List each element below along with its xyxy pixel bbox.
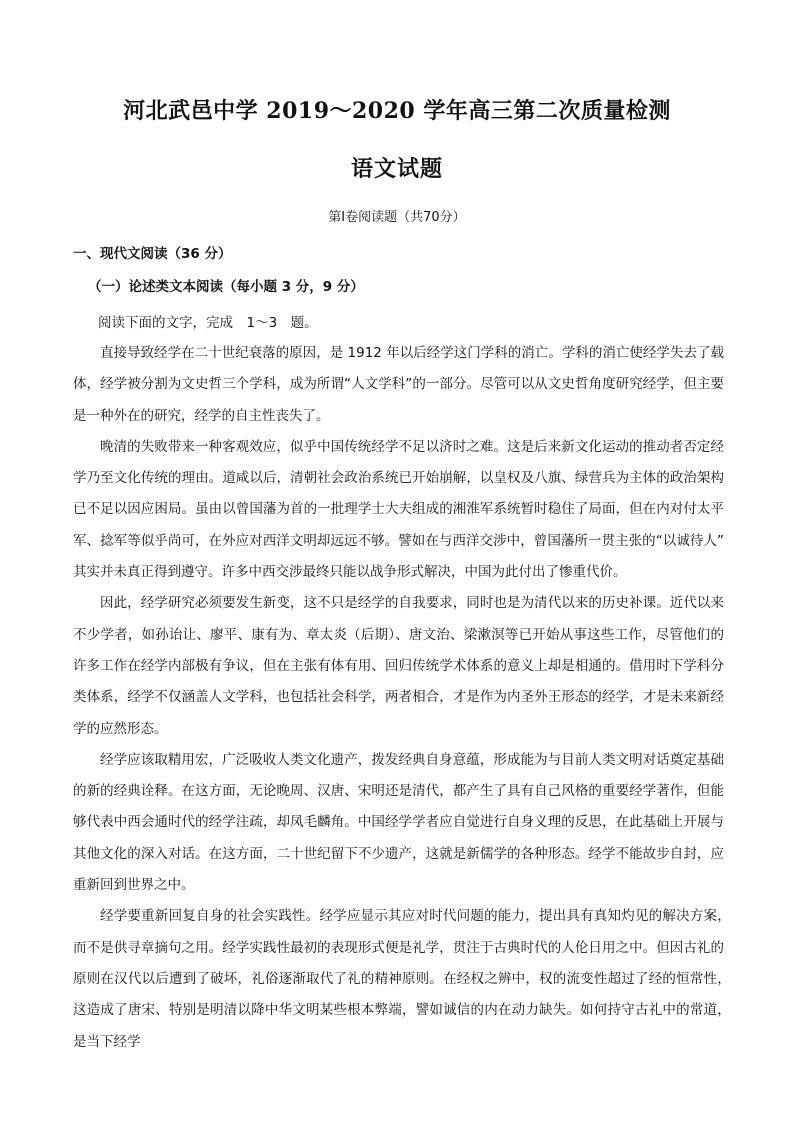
passage-paragraph: 经学应该取精用宏，广泛吸收人类文化遗产，拨发经典自身意蕴，形成能为与目前人类文明对话奠定基础的新的经典诠释。在这方面，无论晚周、汉唐、宋明还是清代，都产生了具有自己风格的重要经学著作，但能够代表中西会通时代的经学注疏，却凤毛麟角。中国经学学者应自觉进行自身义理的反思，在此基础上开展与其他文化的深入对话。在这方面，二十世纪留下不少遗产，这就是新儒学的各种形态。经学不能故步自封，应重新回到世界之中。 [73,751,724,894]
passage-paragraph: 经学要重新回复自身的社会实践性。经学应显示其应对时代问题的能力，提出具有真知灼见的解决方案， 而不是供寻章摘句之用。经学实践性最初的表现形式便是礼学，贯注于古典时代的人伦日用之中。但因古礼的原则在汉代以后遭到了破坏，礼俗逐渐取代了礼的精神原则。在经权之辨中，权的流变性超过了经的恒常性， 这造成了唐宋、特别是明清以降中华文明某些根本弊端，譬如诚信的内在动力缺失。如何持守古礼中的常道， 是当下经学 [73,908,738,1050]
exam-subtitle: 语文试题 [350,156,443,182]
passage-paragraph: 直接导致经学在二十世纪衰落的原因，是 1912 年以后经学这门学科的消亡。学科的消亡使经学失去了载体，经学被分割为文史哲三个学科，成为所谓“人文学科”的一部分。尽管可以从文史哲角度研究经学，但主要是一种外在的研究，经学的自主性丧失了。 [73,345,724,424]
subsection-heading: （一）论述类文本阅读（每小题 3 分，9 分） [88,279,364,295]
part-heading: 第I卷阅读题（共70分） [328,210,466,225]
reading-instruction: 阅读下面的文字，完成 1～3 题。 [98,315,318,331]
reading-passage [73,338,738,1058]
passage-paragraph: 晚清的失败带来一种客观效应，似乎中国传统经学不足以济时之难。这是后来新文化运动的推动者否定经学乃至文化传统的理由。道咸以后，清朝社会政治系统已开始崩解，以皇权及八旗、绿营兵为主体的政治架构已不足以因应困局。虽由以曾国藩为首的一批理学士大夫组成的湘淮军系统暂时稳住了局面，但在内对付太平军、捻军等似乎尚可，在外应对西洋文明却远远不够。譬如在与西洋交涉中，曾国藩所一贯主张的“以诚待人” 其实并未真正得到遵守。许多中西交涉最终只能以战争形式解决，中国为此付出了惨重代价。 [73,438,724,581]
section-heading: 一、现代文阅读（36 分） [73,246,232,262]
passage-paragraph: 因此，经学研究必须要发生新变，这不只是经学的自我要求，同时也是为清代以来的历史补课。近代以来不少学者，如孙诒让、廖平、康有为、章太炎（后期）、唐文治、梁漱溟等已开始从事这些工作，尽管他们的许多工作在经学内部极有争议，但在主张有体有用、回归传统学术体系的意义上却是相通的。借用时下学科分类体系，经学不仅涵盖人文学科，也包括社会科学，两者相合，才是作为内圣外王形态的经学，才是未来新经学的应然形态。 [73,595,724,737]
exam-title: 河北武邑中学 2019～2020 学年高三第二次质量检测 [123,98,671,124]
